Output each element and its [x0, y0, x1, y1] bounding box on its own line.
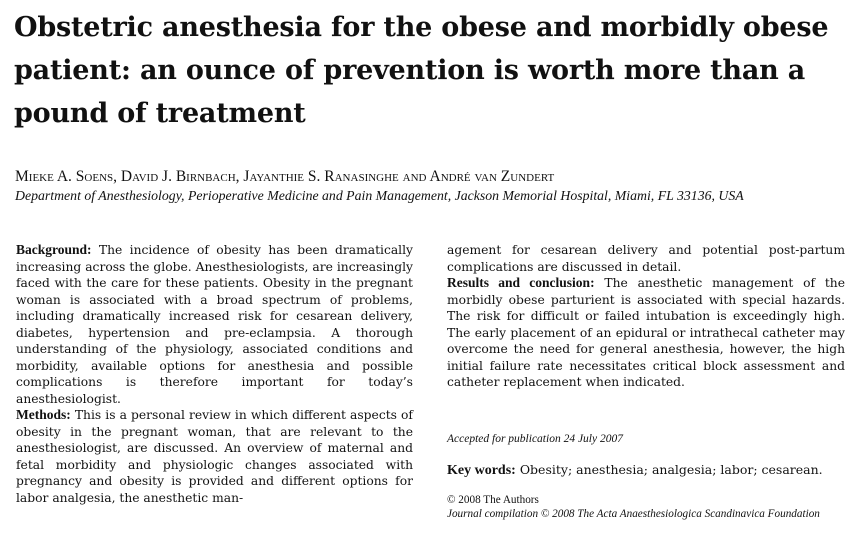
methods-text: This is a personal review in which different aspects of obesity in the pregnant woman, that are relevant to the anesthesiologist, are discussed. An overview of maternal and fetal morbidity and physiologic changes associated with pregnancy and obesity is provided and different options for labor analgesia, the anesthetic man-: [16, 408, 413, 505]
background-text: The incidence of obesity has been dramatically increasing across the globe. Anesthesiologists, are increasingly faced with the care for these patients. Obesity in the pregnant woman is associated with a broad spectrum of problems, including dramatically increased risk for cesarean delivery, diabetes, hypertension and pre-eclampsia. A thorough understanding of the physiology, associated conditions and morbidity, available options for anesthesia and possible complications is therefore important for today’s anesthesiologist.: [16, 243, 413, 406]
keywords-label: Key words:: [447, 463, 516, 478]
affiliation: Department of Anesthesiology, Perioperative Medicine and Pain Management, Jackson Memorial Hospital, Miami, FL 33136, USA: [15, 188, 744, 203]
background-label: Background:: [16, 242, 92, 257]
background-paragraph: [16, 242, 413, 407]
methods-label: Methods:: [16, 407, 71, 422]
accepted-date: Accepted for publication 24 July 2007: [447, 433, 623, 445]
methods-text-continued: agement for cesarean delivery and potential post-partum complications are discussed in detail.: [447, 243, 845, 274]
methods-paragraph: [16, 407, 413, 506]
methods-continued: [447, 242, 845, 275]
copyright-authors: © 2008 The Authors: [447, 494, 539, 506]
results-text: The anesthetic management of the morbidly obese parturient is associated with special hazards. The risk for difficult or failed intubation is exceedingly high. The early placement of an epidural or intrathecal catheter may overcome the need for general anesthesia, however, the high initial failure rate necessitates critical block assessment and catheter replacement when indicated.: [447, 276, 845, 389]
copyright-block: [447, 493, 820, 521]
keywords-text: Obesity; anesthesia; analgesia; labor; cesarean.: [519, 462, 823, 477]
results-label: Results and conclusion:: [447, 275, 595, 290]
copyright-journal: Journal compilation © 2008 The Acta Anaesthesiologica Scandinavica Foundation: [447, 508, 820, 520]
author-list: Mieke A. Soens, David J. Birnbach, Jayanthie S. Ranasinghe and André van Zundert: [15, 168, 555, 185]
article-title: Obstetric anesthesia for the obese and morbidly obese patient: an ounce of prevention is worth more than a pound of treatment: [14, 12, 829, 129]
keywords-line: [447, 461, 847, 479]
abstract-left-column: [16, 242, 413, 506]
abstract-right-column: [447, 242, 845, 391]
results-paragraph: [447, 275, 845, 391]
